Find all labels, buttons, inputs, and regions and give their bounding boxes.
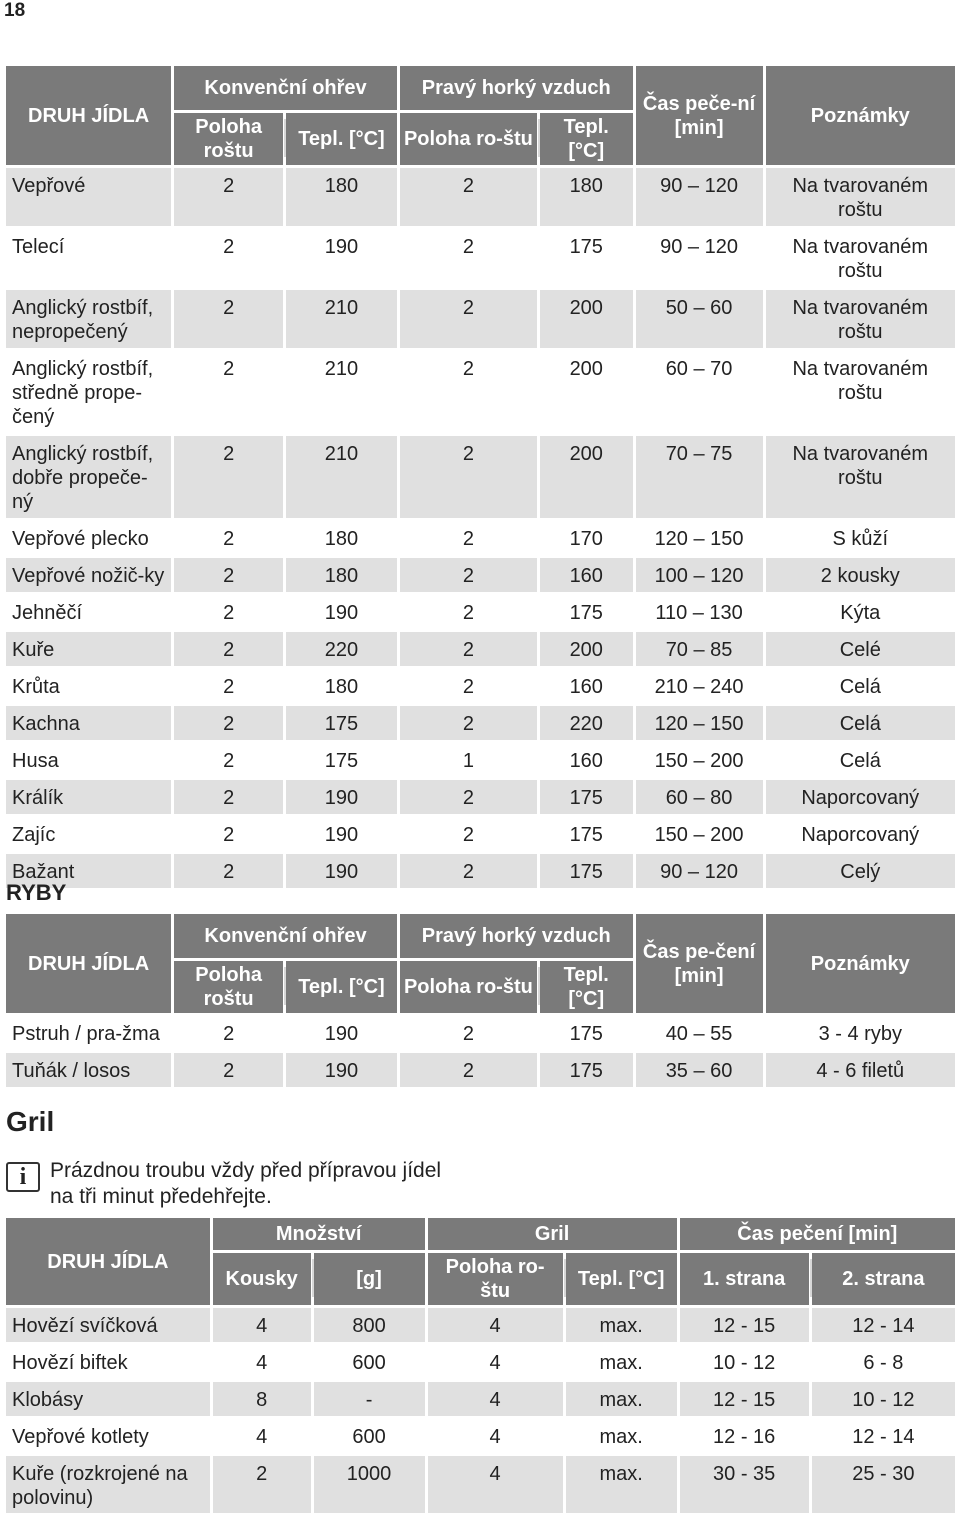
grill-header-position: Poloha ro-štu: [428, 1253, 563, 1305]
roast-row-cp: 2: [174, 595, 283, 629]
roast-row-ft: 170: [540, 521, 633, 555]
fish-row-time: 40 – 55: [636, 1016, 763, 1050]
roast-row-ft: 200: [540, 351, 633, 433]
grill-row-s2: 12 - 14: [812, 1419, 955, 1453]
roast-row-ft: 220: [540, 706, 633, 740]
roast-row-ct: 210: [286, 436, 397, 518]
grill-header-side2: 2. strana: [812, 1253, 955, 1305]
roast-row-dish: Anglický rostbíf, nepropečený: [6, 290, 171, 348]
roast-row-note: 2 kousky: [766, 558, 955, 592]
grill-row: [6, 1419, 955, 1453]
roast-row-cp: 2: [174, 780, 283, 814]
grill-row-temp: max.: [566, 1419, 677, 1453]
roast-row-cp: 2: [174, 669, 283, 703]
roast-row-ft: 180: [540, 168, 633, 226]
fish-header-conv-position: Poloha roštu: [174, 961, 283, 1013]
fish-row-dish: Tuňák / losos: [6, 1053, 171, 1087]
grill-row-pieces: 4: [213, 1308, 311, 1342]
grill-header-side1: 1. strana: [680, 1253, 809, 1305]
roast-row-time: 90 – 120: [636, 168, 763, 226]
grill-row-dish: Klobásy: [6, 1382, 210, 1416]
header-true-fan: Pravý horký vzduch: [400, 66, 633, 110]
fish-row-dish: Pstruh / pra-žma: [6, 1016, 171, 1050]
grill-row-s1: 12 - 15: [680, 1308, 809, 1342]
roast-row-cp: 2: [174, 817, 283, 851]
roast-row-dish: Vepřové: [6, 168, 171, 226]
fish-header-conventional: Konvenční ohřev: [174, 914, 397, 958]
roast-row-dish: Vepřové nožič-ky: [6, 558, 171, 592]
roast-row-time: 120 – 150: [636, 521, 763, 555]
grill-header-grams: [g]: [314, 1253, 425, 1305]
roast-row-time: 90 – 120: [636, 229, 763, 287]
fish-row-note: 4 - 6 filetů: [766, 1053, 955, 1087]
info-icon: i: [6, 1162, 40, 1192]
grill-row-s2: 6 - 8: [812, 1345, 955, 1379]
grill-row-temp: max.: [566, 1345, 677, 1379]
roast-row-cp: 2: [174, 521, 283, 555]
header-time: Čas peče-ní [min]: [636, 66, 763, 165]
roast-row-fp: 2: [400, 558, 537, 592]
grill-row-dish: Hovězí svíčková: [6, 1308, 210, 1342]
roast-row-fp: 2: [400, 229, 537, 287]
roast-row-time: 150 – 200: [636, 817, 763, 851]
grill-header-temp: Tepl. [°C]: [566, 1253, 677, 1305]
fish-header-notes: Poznámky: [766, 914, 955, 1013]
roast-row: [6, 854, 955, 888]
roast-row-fp: 2: [400, 632, 537, 666]
roast-row-fp: 2: [400, 817, 537, 851]
roast-row-ct: 210: [286, 351, 397, 433]
grill-row-pos: 4: [428, 1308, 563, 1342]
roast-row-cp: 2: [174, 706, 283, 740]
fish-row-ft: 175: [540, 1016, 633, 1050]
roast-row-cp: 2: [174, 351, 283, 433]
grill-row: [6, 1382, 955, 1416]
roast-row-note: Celá: [766, 669, 955, 703]
page-number: 18: [4, 0, 26, 21]
grill-row-pieces: 4: [213, 1345, 311, 1379]
grill-row-pieces: 2: [213, 1456, 311, 1513]
roast-row-fp: 2: [400, 436, 537, 518]
fish-header-fan-position: Poloha ro-štu: [400, 961, 537, 1013]
roast-row-ct: 175: [286, 706, 397, 740]
fish-row-cp: 2: [174, 1016, 283, 1050]
header-conv-temp: Tepl. [°C]: [286, 113, 397, 165]
fish-row-note: 3 - 4 ryby: [766, 1016, 955, 1050]
roast-row-fp: 1: [400, 743, 537, 777]
roast-row-note: Na tvarovaném roštu: [766, 290, 955, 348]
roast-row-note: Celý: [766, 854, 955, 888]
fish-table: [3, 911, 958, 1090]
fish-row-ft: 175: [540, 1053, 633, 1087]
roast-row-cp: 2: [174, 854, 283, 888]
header-conventional: Konvenční ohřev: [174, 66, 397, 110]
roast-row-dish: Telecí: [6, 229, 171, 287]
roast-row: [6, 817, 955, 851]
grill-row-pos: 4: [428, 1419, 563, 1453]
fish-header-time: Čas pe-čení [min]: [636, 914, 763, 1013]
grill-header-quantity: Množství: [213, 1218, 425, 1250]
roast-table: [3, 63, 958, 891]
roast-row-time: 70 – 75: [636, 436, 763, 518]
fish-header-conv-temp: Tepl. [°C]: [286, 961, 397, 1013]
grill-row-pos: 4: [428, 1382, 563, 1416]
roast-row-ct: 180: [286, 669, 397, 703]
roast-row: [6, 436, 955, 518]
roast-row-cp: 2: [174, 436, 283, 518]
roast-row-ft: 200: [540, 290, 633, 348]
roast-row-dish: Zajíc: [6, 817, 171, 851]
fish-row-fp: 2: [400, 1016, 537, 1050]
fish-section-title: RYBY: [6, 880, 67, 905]
roast-row-dish: Kuře: [6, 632, 171, 666]
roast-row-fp: 2: [400, 669, 537, 703]
roast-row-dish: Králík: [6, 780, 171, 814]
fish-row-fp: 2: [400, 1053, 537, 1087]
roast-row-ct: 190: [286, 854, 397, 888]
roast-row-ft: 160: [540, 669, 633, 703]
roast-row-fp: 2: [400, 351, 537, 433]
grill-row-s1: 30 - 35: [680, 1456, 809, 1513]
roast-row-ct: 220: [286, 632, 397, 666]
roast-row-note: Na tvarovaném roštu: [766, 229, 955, 287]
grill-header-dish: DRUH JÍDLA: [6, 1218, 210, 1305]
fish-header-dish: DRUH JÍDLA: [6, 914, 171, 1013]
grill-row-dish: Kuře (rozkrojené na polovinu): [6, 1456, 210, 1513]
grill-row-s2: 12 - 14: [812, 1308, 955, 1342]
roast-row-fp: 2: [400, 290, 537, 348]
roast-row-note: Naporcovaný: [766, 817, 955, 851]
roast-row-ct: 190: [286, 817, 397, 851]
grill-row-dish: Vepřové kotlety: [6, 1419, 210, 1453]
fish-header-true-fan: Pravý horký vzduch: [400, 914, 633, 958]
fish-row-time: 35 – 60: [636, 1053, 763, 1087]
grill-row-temp: max.: [566, 1382, 677, 1416]
fish-row-cp: 2: [174, 1053, 283, 1087]
roast-row-note: Na tvarovaném roštu: [766, 436, 955, 518]
grill-row-grams: 600: [314, 1419, 425, 1453]
roast-row-ft: 160: [540, 743, 633, 777]
roast-row-time: 70 – 85: [636, 632, 763, 666]
grill-row-grams: 600: [314, 1345, 425, 1379]
roast-row-dish: Kachna: [6, 706, 171, 740]
roast-row-ft: 175: [540, 854, 633, 888]
roast-row: [6, 351, 955, 433]
grill-row-pieces: 8: [213, 1382, 311, 1416]
roast-row-time: 60 – 80: [636, 780, 763, 814]
grill-row-pieces: 4: [213, 1419, 311, 1453]
roast-row-ft: 160: [540, 558, 633, 592]
roast-row-note: S kůží: [766, 521, 955, 555]
header-dish: DRUH JÍDLA: [6, 66, 171, 165]
roast-row-time: 90 – 120: [636, 854, 763, 888]
roast-row: [6, 558, 955, 592]
roast-row: [6, 168, 955, 226]
grill-row-s2: 10 - 12: [812, 1382, 955, 1416]
roast-row-dish: Vepřové plecko: [6, 521, 171, 555]
grill-note: [6, 1158, 470, 1210]
grill-header-grill: Gril: [428, 1218, 677, 1250]
roast-row-dish: Husa: [6, 743, 171, 777]
roast-row-ft: 175: [540, 595, 633, 629]
roast-row-dish: Anglický rostbíf, středně prope-čený: [6, 351, 171, 433]
roast-row: [6, 743, 955, 777]
roast-row-ct: 190: [286, 229, 397, 287]
roast-row-ft: 175: [540, 780, 633, 814]
roast-row-note: Na tvarovaném roštu: [766, 168, 955, 226]
roast-row-note: Celá: [766, 743, 955, 777]
roast-row: [6, 229, 955, 287]
grill-header-pieces: Kousky: [213, 1253, 311, 1305]
fish-row: [6, 1016, 955, 1050]
grill-row-s1: 12 - 16: [680, 1419, 809, 1453]
roast-row-cp: 2: [174, 632, 283, 666]
roast-row-time: 150 – 200: [636, 743, 763, 777]
roast-row-ct: 175: [286, 743, 397, 777]
roast-row-cp: 2: [174, 743, 283, 777]
roast-row-dish: Bažant: [6, 854, 171, 888]
roast-row-ct: 180: [286, 558, 397, 592]
roast-row-fp: 2: [400, 780, 537, 814]
grill-row-grams: 1000: [314, 1456, 425, 1513]
grill-row-s1: 12 - 15: [680, 1382, 809, 1416]
roast-row-note: Naporcovaný: [766, 780, 955, 814]
header-conv-position: Poloha roštu: [174, 113, 283, 165]
roast-row-fp: 2: [400, 706, 537, 740]
fish-row: [6, 1053, 955, 1087]
roast-row-time: 120 – 150: [636, 706, 763, 740]
roast-row: [6, 595, 955, 629]
header-fan-temp: Tepl. [°C]: [540, 113, 633, 165]
roast-row-time: 60 – 70: [636, 351, 763, 433]
roast-row: [6, 521, 955, 555]
grill-row: [6, 1456, 955, 1513]
grill-row-grams: -: [314, 1382, 425, 1416]
grill-table: [3, 1215, 958, 1513]
roast-row-note: Celá: [766, 706, 955, 740]
grill-header-time: Čas pečení [min]: [680, 1218, 955, 1250]
grill-row-pos: 4: [428, 1456, 563, 1513]
roast-row-ft: 200: [540, 632, 633, 666]
roast-row-ct: 190: [286, 595, 397, 629]
roast-row-ct: 180: [286, 521, 397, 555]
roast-row-dish: Jehněčí: [6, 595, 171, 629]
grill-row-pos: 4: [428, 1345, 563, 1379]
roast-row-ct: 180: [286, 168, 397, 226]
fish-row-ct: 190: [286, 1053, 397, 1087]
grill-row-s2: 25 - 30: [812, 1456, 955, 1513]
grill-row: [6, 1308, 955, 1342]
roast-row-ct: 210: [286, 290, 397, 348]
roast-row-ct: 190: [286, 780, 397, 814]
roast-row-dish: Krůta: [6, 669, 171, 703]
roast-row: [6, 632, 955, 666]
grill-section-title: Gril: [6, 1106, 55, 1137]
roast-row: [6, 290, 955, 348]
roast-row-time: 100 – 120: [636, 558, 763, 592]
roast-row-fp: 2: [400, 168, 537, 226]
roast-row-time: 50 – 60: [636, 290, 763, 348]
roast-row-cp: 2: [174, 229, 283, 287]
roast-row-cp: 2: [174, 168, 283, 226]
roast-row-ft: 175: [540, 229, 633, 287]
roast-row-ft: 175: [540, 817, 633, 851]
fish-row-ct: 190: [286, 1016, 397, 1050]
roast-row-fp: 2: [400, 595, 537, 629]
roast-row-dish: Anglický rostbíf, dobře propeče-ný: [6, 436, 171, 518]
roast-row: [6, 669, 955, 703]
grill-row-dish: Hovězí biftek: [6, 1345, 210, 1379]
roast-row-note: Na tvarovaném roštu: [766, 351, 955, 433]
roast-row-time: 210 – 240: [636, 669, 763, 703]
grill-row-temp: max.: [566, 1456, 677, 1513]
grill-row-s1: 10 - 12: [680, 1345, 809, 1379]
roast-row-note: Kýta: [766, 595, 955, 629]
roast-row-fp: 2: [400, 854, 537, 888]
fish-header-fan-temp: Tepl. [°C]: [540, 961, 633, 1013]
roast-row-note: Celé: [766, 632, 955, 666]
header-notes: Poznámky: [766, 66, 955, 165]
grill-row: [6, 1345, 955, 1379]
header-fan-position: Poloha ro-štu: [400, 113, 537, 165]
roast-row-ft: 200: [540, 436, 633, 518]
roast-row: [6, 780, 955, 814]
roast-row-time: 110 – 130: [636, 595, 763, 629]
grill-note-text: Prázdnou troubu vždy před přípravou jídel na tři minut předehřejte.: [50, 1159, 442, 1208]
roast-row: [6, 706, 955, 740]
roast-row-cp: 2: [174, 290, 283, 348]
grill-row-temp: max.: [566, 1308, 677, 1342]
roast-row-fp: 2: [400, 521, 537, 555]
roast-row-cp: 2: [174, 558, 283, 592]
grill-row-grams: 800: [314, 1308, 425, 1342]
